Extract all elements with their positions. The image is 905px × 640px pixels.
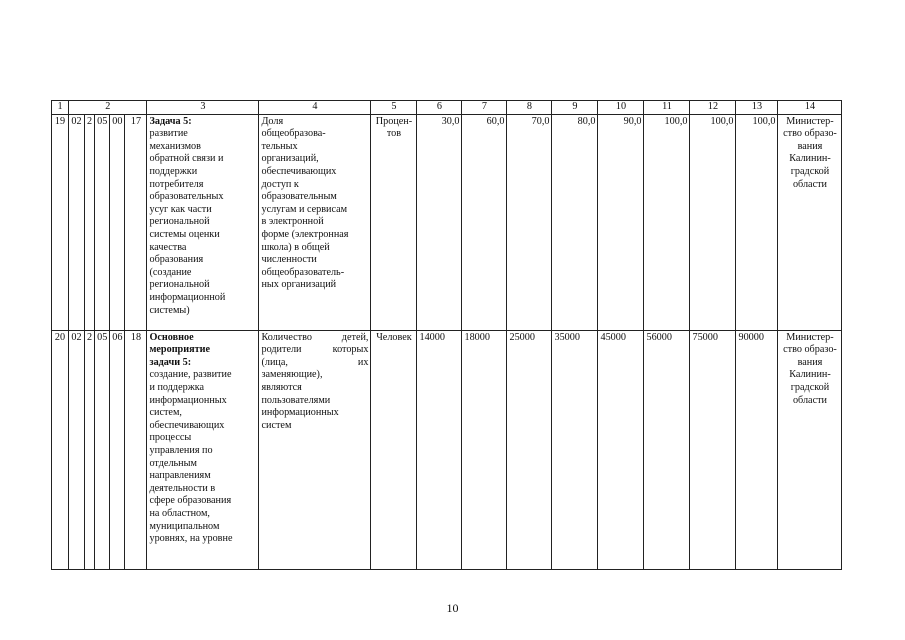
text-line: системы оценки bbox=[149, 228, 220, 240]
text-line: процессы bbox=[149, 432, 192, 444]
text-line: Министер- bbox=[786, 331, 834, 343]
text-line: услугам и сервисам bbox=[261, 203, 348, 215]
text-line: доступ к bbox=[261, 178, 299, 190]
code-cell: 05 bbox=[95, 330, 110, 569]
activity-text bbox=[149, 369, 256, 545]
executor-text bbox=[780, 332, 839, 408]
text-line: механизмов bbox=[149, 140, 201, 152]
value-cell: 75000 bbox=[690, 330, 736, 569]
text-line: потребителя bbox=[149, 178, 204, 190]
row-number: 19 bbox=[52, 114, 69, 330]
text-line: информационных bbox=[261, 407, 339, 419]
code-cell: 02 bbox=[69, 330, 85, 569]
code-cell: 02 bbox=[69, 114, 85, 330]
text-line: качества bbox=[149, 241, 187, 253]
text-line: организаций, bbox=[261, 153, 319, 165]
value-cell: 45000 bbox=[598, 330, 644, 569]
text-line: ство образо- bbox=[783, 128, 837, 140]
text-line: школа) в общей bbox=[261, 241, 330, 253]
text-line: направлениям bbox=[149, 470, 211, 482]
text-line: системы) bbox=[149, 304, 190, 316]
text-line: задачи 5: bbox=[149, 356, 192, 368]
header-cell: 3 bbox=[147, 101, 259, 115]
text-line: области bbox=[792, 178, 827, 190]
text-line: обеспечивающих bbox=[149, 419, 225, 431]
value-cell: 100,0 bbox=[736, 114, 778, 330]
task-name-cell bbox=[147, 114, 259, 330]
text-line: региональной bbox=[149, 279, 210, 291]
text-line: муниципальном bbox=[149, 520, 220, 532]
header-cell: 12 bbox=[690, 101, 736, 115]
text-line: Доля bbox=[261, 115, 284, 127]
text-line: создание, развитие bbox=[149, 369, 232, 381]
text-line: обратной связи и bbox=[149, 153, 224, 165]
header-cell: 4 bbox=[259, 101, 371, 115]
text-line: родители которых bbox=[261, 344, 369, 356]
value-cell: 30,0 bbox=[417, 114, 462, 330]
text-line: Калинин- bbox=[789, 153, 831, 165]
text-line: развитие bbox=[149, 128, 188, 140]
program-table bbox=[51, 100, 842, 570]
text-line: ных организаций bbox=[261, 279, 337, 291]
indicator-cell bbox=[259, 114, 371, 330]
unit-cell bbox=[371, 114, 417, 330]
text-line: систем bbox=[261, 419, 292, 431]
text-line: образовательным bbox=[261, 191, 337, 203]
text-line: управления по bbox=[149, 444, 213, 456]
text-line: сфере образования bbox=[149, 495, 232, 507]
text-line: вания bbox=[797, 140, 823, 152]
text-line: отдельным bbox=[149, 457, 197, 469]
text-line: заменяющие), bbox=[261, 369, 323, 381]
text-line: Основное bbox=[149, 331, 194, 343]
header-cell: 10 bbox=[598, 101, 644, 115]
indicator-text bbox=[261, 116, 368, 292]
text-line: вания bbox=[797, 356, 823, 368]
text-line: уровнях, на уровне bbox=[149, 533, 233, 545]
header-cell: 9 bbox=[552, 101, 598, 115]
row-number: 20 bbox=[52, 330, 69, 569]
header-cell: 7 bbox=[462, 101, 507, 115]
value-cell: 14000 bbox=[417, 330, 462, 569]
text-line: на областном, bbox=[149, 507, 210, 519]
header-cell: 11 bbox=[644, 101, 690, 115]
text-line: (лица, их bbox=[261, 356, 369, 368]
code-cell: 18 bbox=[125, 330, 147, 569]
page-number: 10 bbox=[446, 601, 459, 615]
header-cell: 1 bbox=[52, 101, 69, 115]
text-line: мероприятие bbox=[149, 344, 211, 356]
activity-title bbox=[149, 332, 256, 370]
value-cell: 90,0 bbox=[598, 114, 644, 330]
text-line: градской bbox=[790, 381, 830, 393]
value-cell: 100,0 bbox=[690, 114, 736, 330]
text-line: информационной bbox=[149, 291, 226, 303]
header-cell: 13 bbox=[736, 101, 778, 115]
text-line: области bbox=[792, 394, 827, 406]
executor-cell bbox=[778, 330, 842, 569]
header-cell: 5 bbox=[371, 101, 417, 115]
value-cell: 18000 bbox=[462, 330, 507, 569]
text-line: являются bbox=[261, 381, 302, 393]
text-line: тельных bbox=[261, 140, 298, 152]
text-line: пользователями bbox=[261, 394, 331, 406]
value-cell: 56000 bbox=[644, 330, 690, 569]
value-cell: 70,0 bbox=[507, 114, 552, 330]
text-line: образования bbox=[149, 254, 204, 266]
indicator-justified-text bbox=[261, 332, 368, 370]
unit-cell: Человек bbox=[371, 330, 417, 569]
text-line: Процен- bbox=[375, 115, 413, 127]
text-line: Калинин- bbox=[789, 369, 831, 381]
indicator-cell bbox=[259, 330, 371, 569]
text-line: численности bbox=[261, 254, 317, 266]
table-row bbox=[52, 114, 842, 330]
value-cell: 25000 bbox=[507, 330, 552, 569]
text-line: в электронной bbox=[261, 216, 324, 228]
text-line: градской bbox=[790, 165, 830, 177]
text-line: усуг как части bbox=[149, 203, 212, 215]
text-line: поддержки bbox=[149, 165, 198, 177]
text-line: Министер- bbox=[786, 115, 834, 127]
executor-cell bbox=[778, 114, 842, 330]
code-cell: 2 bbox=[85, 330, 95, 569]
text-line: обеспечивающих bbox=[261, 165, 337, 177]
code-cell: 17 bbox=[125, 114, 147, 330]
activity-name-cell bbox=[147, 330, 259, 569]
text-line: образовательных bbox=[149, 191, 224, 203]
code-cell: 06 bbox=[110, 330, 125, 569]
text-line: и поддержка bbox=[149, 381, 205, 393]
indicator-text bbox=[261, 369, 368, 432]
task-title: Задача 5: bbox=[149, 115, 192, 127]
text-line: тов bbox=[386, 128, 402, 140]
text-line: общеобразова- bbox=[261, 128, 326, 140]
code-cell: 2 bbox=[85, 114, 95, 330]
code-cell: 05 bbox=[95, 114, 110, 330]
code-cell: 00 bbox=[110, 114, 125, 330]
task-text bbox=[149, 128, 256, 317]
header-cell: 14 bbox=[778, 101, 842, 115]
header-cell: 2 bbox=[69, 101, 147, 115]
text-line: деятельности в bbox=[149, 482, 216, 494]
text-line: (создание bbox=[149, 266, 192, 278]
value-cell: 35000 bbox=[552, 330, 598, 569]
executor-text bbox=[780, 116, 839, 192]
header-row bbox=[52, 101, 842, 115]
table-row bbox=[52, 330, 842, 569]
text-line: форме (электронная bbox=[261, 228, 349, 240]
text-line: Количество детей, bbox=[261, 331, 369, 343]
text-line: систем, bbox=[149, 407, 182, 419]
header-cell: 8 bbox=[507, 101, 552, 115]
text-line: информационных bbox=[149, 394, 227, 406]
header-cell: 6 bbox=[417, 101, 462, 115]
text-line: общеобразователь- bbox=[261, 266, 345, 278]
text-line: региональной bbox=[149, 216, 210, 228]
value-cell: 80,0 bbox=[552, 114, 598, 330]
text-line: ство образо- bbox=[783, 344, 837, 356]
value-cell: 90000 bbox=[736, 330, 778, 569]
value-cell: 100,0 bbox=[644, 114, 690, 330]
unit-text bbox=[373, 116, 414, 141]
value-cell: 60,0 bbox=[462, 114, 507, 330]
